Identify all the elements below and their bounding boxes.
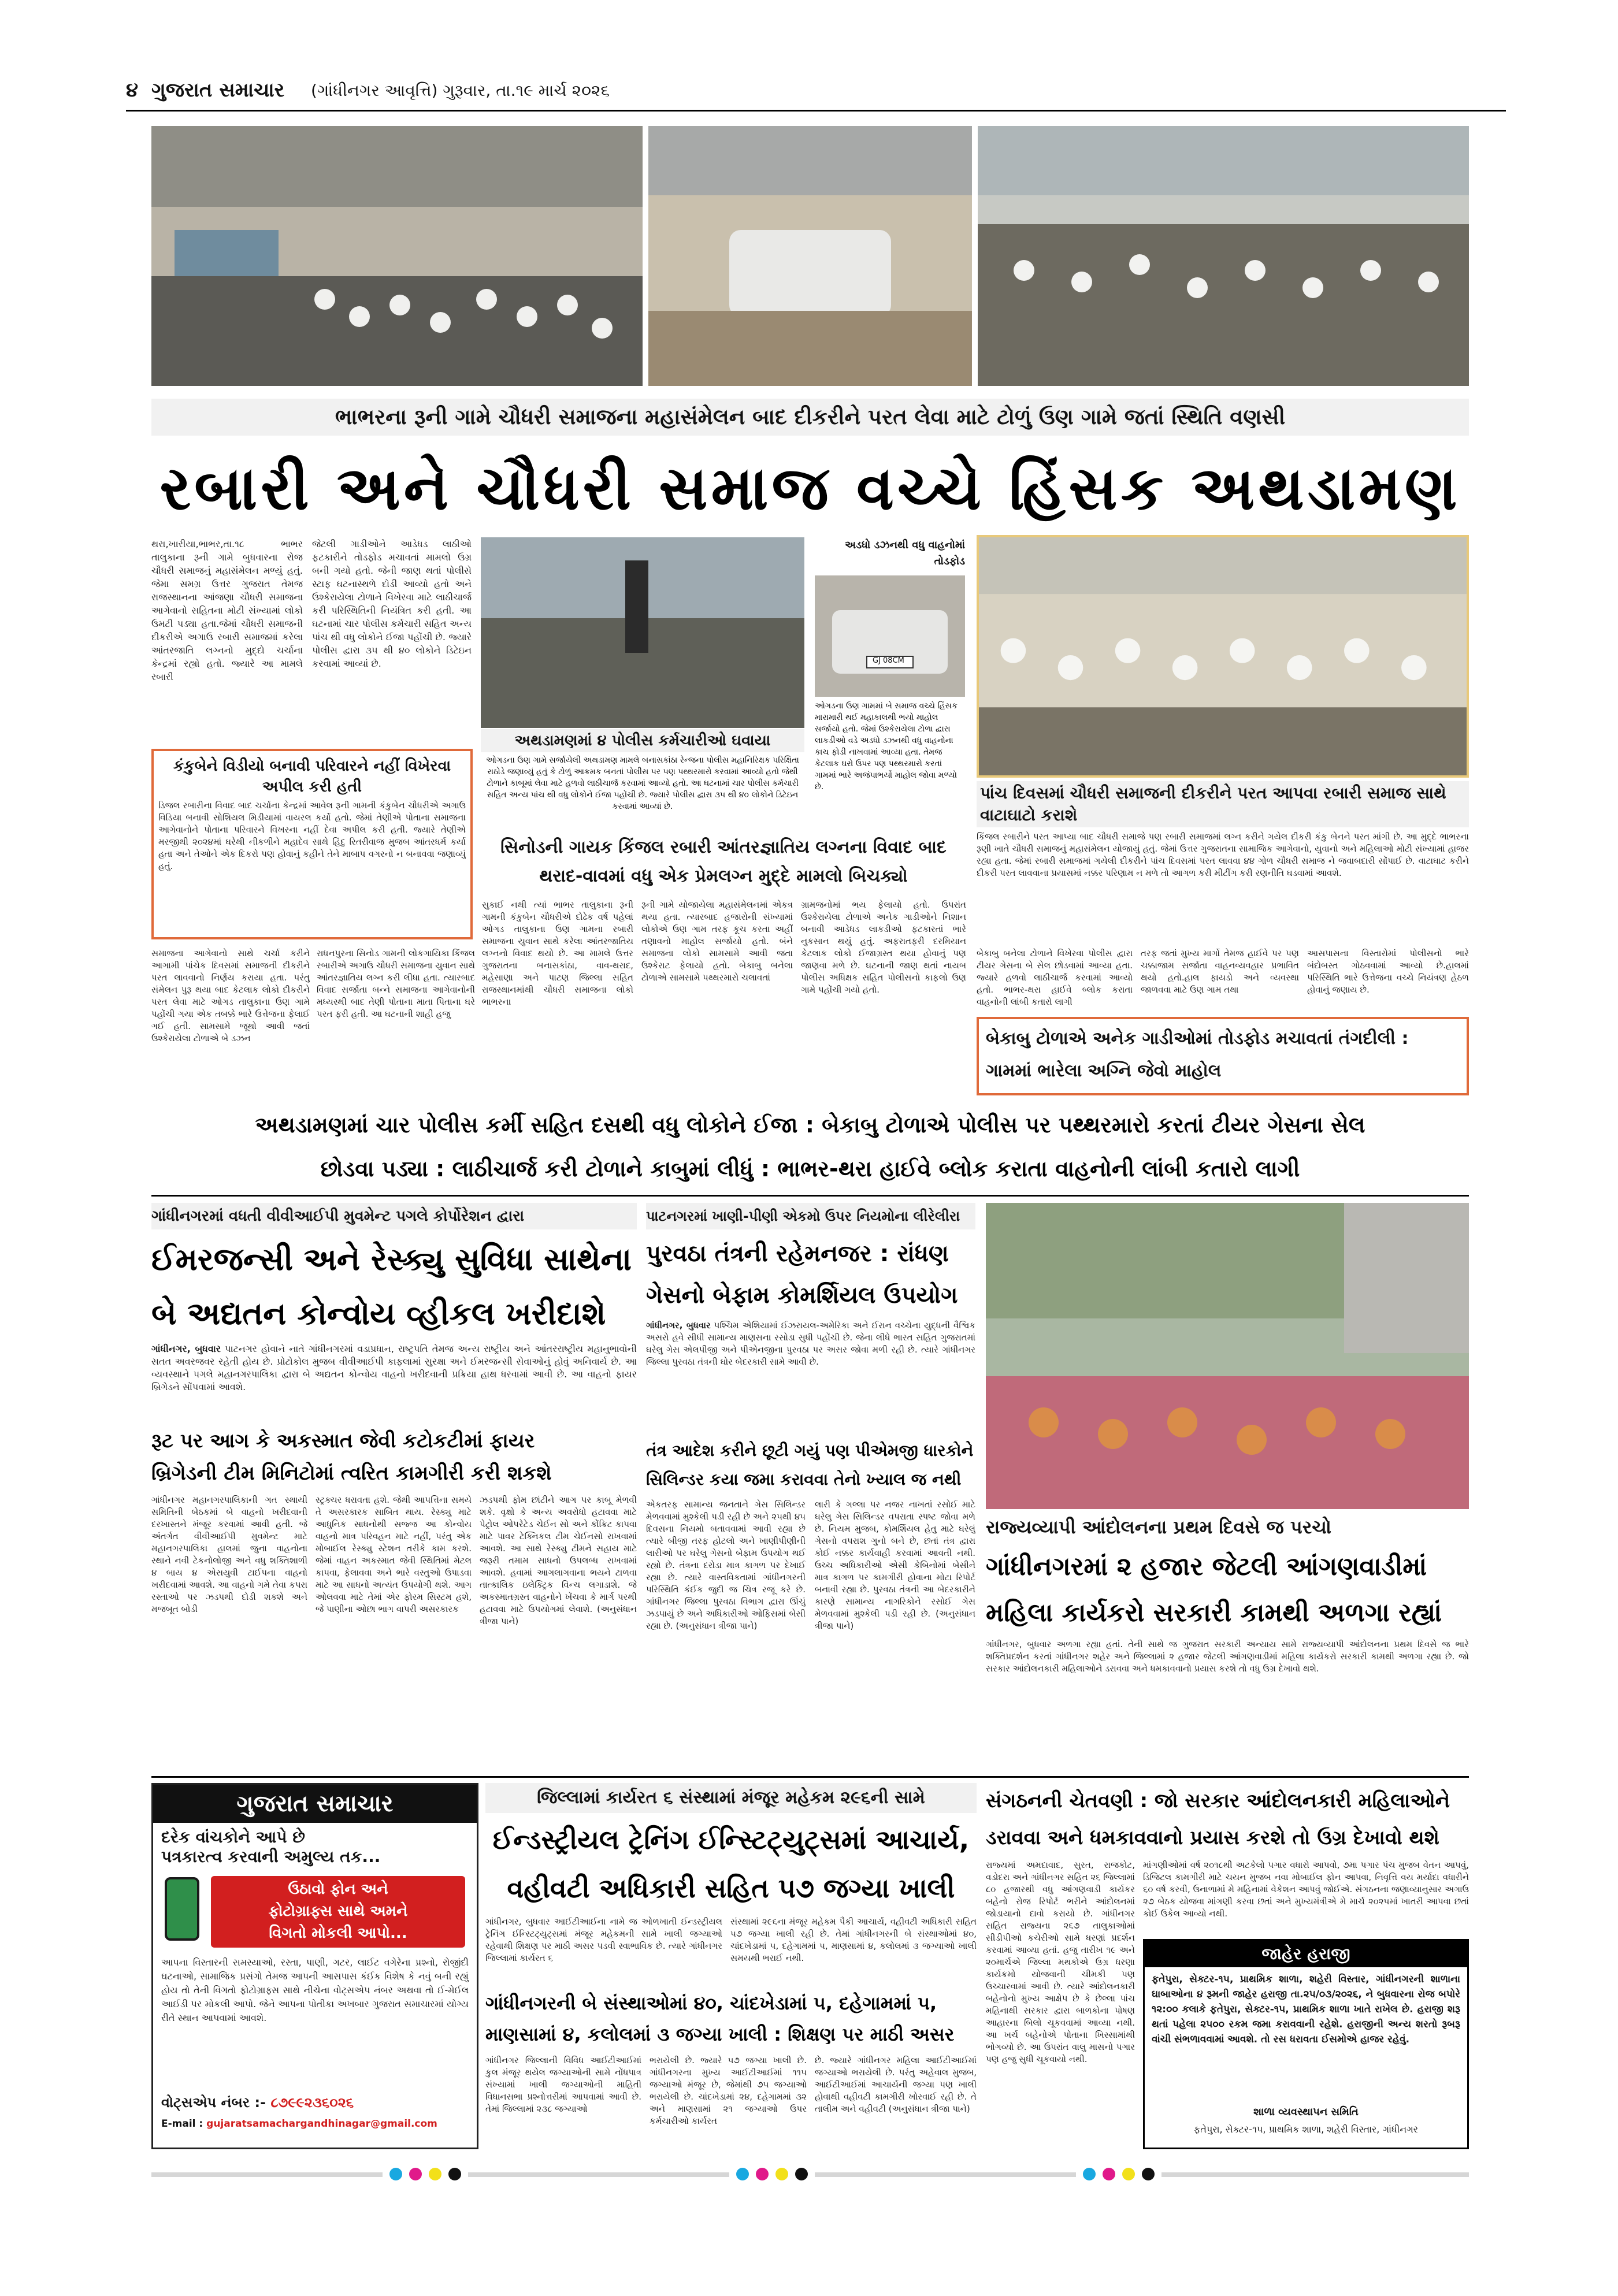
- convoy-kicker: ગાંધીનગરમાં વધતી વીવીઆઈપી મુવમેન્ટ પગલે કોર્પોરેશન દ્વારા: [151, 1203, 637, 1229]
- gas-body-2: લારી કે ગલ્લા પર નજર નાખતાં રસોઈ માટે ઘરેલુ ગેસ સિલિન્ડર વપરાતા સ્પષ્ટ જોવા મળે છે. નિયમ મુજબ, કોમર્શિયલ હેતુ માટે ઘરેલું ગેસનો વપરાશ ગુનો બને છે, છતાં તંત્ર દ્વારા કોઈ નક્કર કાર્યવાહી કરવામાં આવતી નથી. ઉચ્ચ અધિકારીઓ એસી કેબિનોમાં બેસીને માત્ર કાગળ પર કામગીરી હોવાના મોટા રિપોર્ટ બનાવી રહ્યા છે. પુરવઠા તંત્રની આ બેદરકારીને કારણે સામાન્ય નાગરિકોને રસોઈ ગેસ મેળવવામાં મુશ્કેલી પડી રહી છે. (અનુસંધાન ત્રીજા પાને): [815, 1499, 975, 1631]
- anganwadi-sub-1: સંગઠનની ચેતવણી : જો સરકાર આંદોલનકારી મહિલાઓને: [986, 1789, 1450, 1812]
- lead-lower-col-8: આસપાસના વિસ્તારોમાં પોલીસનો ભારે બંદોબસ્ત ગોઠવવામાં આવ્યો છે.હાલમાં પરિસ્થિતિ ભારે ઉત્તેજના વચ્ચે નિયંત્રણ હેઠળ હોવાનું જણાય છે.: [1307, 948, 1469, 995]
- box-vandalism-title: બેકાબુ ટોળાએ અનેક ગાડીઓમાં તોડફોડ મચાવતાં તંગદીલી : ગામમાં ભારેલા અગ્નિ જેવો માહોલ: [986, 1028, 1409, 1081]
- header-rule: [126, 110, 1506, 112]
- color-dots-1: [383, 2168, 468, 2183]
- box-five-days-text: કિંજલ રબારીને પરત આપ્યા બાદ ચૌધરી સમાજે પણ રબારી સમાજમાં લગ્ન કરીને ગયેલ દીકરી કંકુ બેનને પરત માંગી છે. આ મુદ્દે ભાભરના રૂણી ખાતે ચૌધરી સમાજનું મહાસંમેલન યોજાયું હતું. જેમાં ઉત્તર ગુજરાતના સામાજિક આગેવાનો, યુવાનો અને મહિલાઓ મોટી સંખ્યામાં હાજર રહ્યા હતા. જેમાં રબારી સમાજમાં ગયેલી દીકરીને પાંચ દિવસમાં પરત લાવવા ૪૪ ગોળ ચૌધરી સમાજ ને જવાબદારી સોંપાઈ છે. વાટાઘાટ કરીને દીકરી પરત લાવવાના પ્રયાસમાં નક્કર પરિણામ ન મળે તો આગળ કરી મીટીંગ કરી રણનીતિ ઘડવામાં આવશે.: [977, 831, 1469, 878]
- convoy-dateline: ગાંધીનગર, બુધવાર: [151, 1343, 221, 1354]
- gas-dateline: ગાંધીનગર, બુધવાર: [646, 1320, 711, 1331]
- gas-intro-text: પશ્ચિમ એશિયામાં ઈઝરાયલ-અમેરિકા અને ઈરાન વચ્ચેના યુદ્ધની વૈશ્વિક અસરો હવે સીધી સામાન્ય માણસના રસોડા સુધી પહોંચી છે. જેના લીધે ભારત સહિત ગુજરાતમાં ઘરેલુ ગેસ એલપીજી અને પીએનજીના પુરવઠા પર અસર જોવા મળી રહી છે. ત્યારે ગાંધીનગર જિલ્લા પુરવઠા તંત્રની ઘોર બેદરકારી સામે આવી છે.: [646, 1320, 975, 1367]
- section-rule-2: [151, 1776, 1469, 1778]
- iti-kicker: જિલ્લામાં કાર્યરત ૬ સંસ્થામાં મંજૂર મહેકમ ૨૯૬ની સામે: [485, 1783, 977, 1813]
- public-notice: [1143, 1939, 1469, 2149]
- email-label: E-mail :: [161, 2118, 203, 2130]
- box-kankuben-title: કંકુબેને વિડીયો બનાવી પરિવારને નહીં વિખેરવા અપીલ કરી હતી: [173, 757, 451, 796]
- ad-whatsapp: [153, 2091, 477, 2114]
- lead-lower-col-1: સમાજના આગેવાનો સાથે ચર્ચા કરીને આગામી પાંચેક દિવસમાં સમાજની દીકરીને પરત લાવવાનો નિર્ણય કરાયા હતા. પરંતુ સંમેલન પુરૂ થયા બાદ કેટલાક લોકો દીકરીને પરત લેવા માટે ઓગડ તાલુકાના ઉણ ગામે પહોંચી ગયા એક તબક્કે ભારે ઉત્તેજના ફેલાઈ ગઈ હતી. સામસામે જૂથો આવી જતાં ઉશ્કેરાયેલા ટોળાએ બે ડઝન: [151, 948, 310, 1043]
- iti-headline-2: વહીવટી અધિકારી સહિત ૫૭ જગ્યા ખાલી: [507, 1873, 955, 1904]
- gas-sub-1: તંત્ર આદેશ કરીને છૂટી ગયું પણ પીએમજી ધારકોને: [646, 1441, 974, 1460]
- ad-brand: ગુજરાત સમાચાર: [153, 1785, 477, 1823]
- edition-date: (ગાંધીનગર આવૃત્તિ) ગુરૂવાર, તા.૧૯ માર્ચ ૨૦૨૬: [311, 81, 610, 100]
- ad-cta-3: વિગતો મોકલી આપો...: [269, 1925, 407, 1942]
- lead-bottom-headline-2: છોડવા પડ્યા : લાઠીચાર્જ કરી ટોળાને કાબુમાં લીધું : ભાભર-થરા હાઈવે બ્લોક કરાતા વાહનોની લાંબી કતારો લાગી: [320, 1156, 1300, 1182]
- email-address: gujaratsamachargandhinagar@gmail.com: [206, 2118, 437, 2130]
- ad-cta-box: [211, 1876, 465, 1948]
- page-header: [126, 79, 1506, 107]
- anganwadi-sub-2: ડરાવવા અને ધમકાવવાનો પ્રયાસ કરશે તો ઉગ્ર દેખાવો થશે: [986, 1826, 1439, 1849]
- gas-sub-2: સિલિન્ડર કયા જમા કરાવવા તેનો ખ્યાલ જ નથી: [646, 1470, 962, 1489]
- box-five-days-title: પાંચ દિવસમાં ચૌધરી સમાજની દીકરીને પરત આપવા રબારી સમાજ સાથે વાટાઘાટો કરાશે: [977, 781, 1469, 827]
- car-plate: GJ 08CM: [873, 656, 904, 665]
- lead-column-1: થરા,ખારીયા,ભાભર,તા.૧૮ ભાભર તાલુકાના રૂની ગામે બુધવારના રોજ ચૌધરી સમાજનું મહાસંમેલન મળ્યું હતું. જેમા સમગ્ર ઉત્તર ગુજરાત તેમજ રાજસ્થાનના આંજણા ચૌધરી સમાજના આગેવાનો સહિતના મોટી સંખ્યામાં લોકો ઉમટી પડ્યા હતા.જેમાં ચૌધરી સમાજની દીકરીએ અગાઉ રબારી સમાજમાં કરેલા આંતરજાતિ લગ્નનો મુદ્દો ચર્ચાના કેન્દ્રમાં રહ્યો હતો. જ્યારે આ મામલે રબારી: [151, 538, 303, 682]
- ad-line-2: પત્રકારત્વ કરવાની અમુલ્ય તક...: [161, 1847, 381, 1866]
- anganwadi-photo: [986, 1203, 1469, 1509]
- lead-photo-police-caption: ઓગડના ઉણ ગામે સર્જાયેલી અથડામણ મામલે બનાસકાંઠા રેન્જના પોલીસ મહાનિરિક્ષક પરિક્ષિતા રાઠોડે જણાવ્યું હતું કે ટોળું આક્રમક બનતાં પોલીસ પર પણ પથ્થરમારો કરવામાં આવ્યો હતો જેથી ટોળાને કાબૂમાં લેવા માટે હળવો લાઠીચાર્જ કરવામાં આવ્યો હતો. આ ઘટનામાં ચાર પોલીસ કર્મચારી સહિત અન્ય પાંચ થી વધુ લોકોને ઈજા પહોંચી છે. જ્યારે પોલીસ દ્વારા ૩૫ થી ૪૦ લોકોને ડિટેઇન કરવામાં આવ્યાં છે.: [486, 756, 799, 811]
- color-dots-3: [1076, 2168, 1161, 2183]
- gas-kicker: પાટનગરમાં ખાણી-પીણી એકમો ઉપર નિયમોના લીરેલીરા: [646, 1203, 975, 1229]
- lead-photo-police-caption-title: અથડામણમાં ૪ પોલીસ કર્મચારીઓ ઘવાયા: [481, 729, 804, 752]
- box-kankuben-appeal: [151, 749, 473, 939]
- ad-cta-2: ફોટોગ્રાફ્સ સાથે અમને: [268, 1903, 408, 1920]
- anganwadi-kicker: રાજ્યવ્યાપી આંદોલનના પ્રથમ દિવસે જ પરચો: [986, 1516, 1331, 1538]
- gas-headline-2: ગેસનો બેફામ કોમર્શિયલ ઉપયોગ: [646, 1282, 958, 1309]
- whatsapp-number: ૮૭૯૯૨૩૬૦૨૬: [270, 2094, 354, 2111]
- lead-photo-crowd-2: [978, 126, 1469, 386]
- convoy-headline-1: ઈમરજન્સી અને રેસ્ક્યુ સુવિધા સાથેના: [151, 1241, 632, 1277]
- car-caption: ઓગડના ઉણ ગામમાં બે સમાજ વચ્ચે હિંસક મારામારી થઈ મહાકાલથી ભયો માહોલ સર્જાયો હતો. જેમાં ઉશ્કેરાયેલા ટોળા દ્વારા લાકડીઓ વડે અડધો ડઝનથી વધુ વાહનોના કાચ ફોડી નાખવામાં આવ્યા હતા. તેમજ કેટલાક ઘરો ઉપર પણ પથ્થરમારો કરતાં ગામમાં ભારે અજંપાભર્યો માહોલ જોવા મળ્યો છે.: [815, 701, 958, 792]
- masthead-brand: ગુજરાત સમાચાર: [151, 79, 285, 102]
- lead-bottom-headline-1: અથડામણમાં ચાર પોલીસ કર્મી સહિત દસથી વધુ લોકોને ઈજા : બેકાબુ ટોળાએ પોલીસ પર પથ્થરમારો કરતાં ટીયર ગેસના સેલ: [255, 1112, 1365, 1138]
- iti-sub-1: ગાંધીનગરની બે સંસ્થાઓમાં ૪૦, ચાંદખેડામાં ૫, દહેગામમાં ૫,: [485, 1992, 937, 2014]
- lead-headline: રબારી અને ચૌધરી સમાજ વચ્ચે હિંસક અથડામણ: [159, 453, 1461, 523]
- color-dots-2: [729, 2168, 815, 2183]
- lead-photo-mahasammelan: [977, 535, 1469, 778]
- anganwadi-headline-2: મહિલા કાર્યકરો સરકારી કામથી અળગા રહ્યાં: [986, 1598, 1442, 1628]
- iti-sub-2: માણસામાં ૪, કલોલમાં ૩ જગ્યા ખાલી : શિક્ષણ પર માઠી અસર: [485, 2023, 955, 2045]
- phone-icon: [165, 1877, 199, 1941]
- reader-journalism-ad: [151, 1783, 478, 2149]
- ad-cta-1: ઉઠાવો ફોન અને: [288, 1881, 388, 1898]
- convoy-body-2: સ્ટ્રક્ચર ધરાવતા હશે. જેથી આપત્તિના સમયે તે અસરકારક સાબિત થાય. રેસ્ક્યુ માટે આધુનિક સાધનોથી સજ્જ આ કોન્વોય વાહનો માત્ર પરિવહન માટે નહીં, પરંતુ એક મોબાઈલ રેસ્ક્યુ સ્ટેશન તરીકે કામ કરશે. જેમાં વાહન અકસ્માત જેવી સ્થિતિમાં મેટલ કાપવા, ફેલાવવા અને ભારે વસ્તુઓ ઉપાડવા માટે આ સાધનો અત્યંત ઉપયોગી થશે. આગ ઓલવવા માટે તેમાં એર ફોરમ સિસ્ટમ હશે, જે પાણીના ઓછા ભાગ વાપરી અસરકારક: [316, 1495, 472, 1614]
- section-rule-1: [151, 1195, 1469, 1197]
- notice-body: ફતેપુરા, સેક્ટર-૧૫, પ્રાથમિક શાળા, શહેરી વિસ્તાર, ગાંધીનગરની શાળાના ઘાબાઓના ૪ રૂમની જાહેર હરાજી તા.૨૫/૦૩/૨૦૨૬, ને બુધવારના રોજ બપોરે ૧૨:૦૦ કલાકે ફતેપુરા, સેક્ટર-૧૫, પ્રાથમિક શાળા ખાતે રાખેલ છે. હરાજી શરૂ થતાં પહેલા ૨૫૦૦ રકમ જમા કરાવવાની રહેશે. હરાજીની અન્ય શરતો રૂબરૂ વાંચી સંભળાવવામાં આવશે. તો રસ ધરાવતા ઈસમોએ હાજર રહેવું.: [1152, 1974, 1460, 2045]
- convoy-headline-2: બે અદ્યતન કોન્વોય વ્હીકલ ખરીદાશે: [151, 1295, 606, 1332]
- box-vandalism: [977, 1017, 1469, 1095]
- convoy-sub-1: રૂટ પર આગ કે અકસ્માત જેવી કટોકટીમાં ફાયર: [151, 1429, 535, 1452]
- iti-intro-2: સંસ્થામાં ૨૯૬ના મંજૂર મહેકમ પૈકી આચાર્ય, વહીવટી અધિકારી સહિત ૫૭ જગ્યા ખાલી રહી છે. તેમાં ગાંધીનગરની બે સંસ્થાઓમાં ૪૦, ચાંદખેડામાં ૫, દહેગામમાં ૫, માણસામાં ૪, કલોલમાં ૩ જગ્યાઓ ખાલી સમયથી ભરાઈ નથી.: [730, 1916, 977, 1963]
- anganwadi-headline-1: ગાંધીનગરમાં ૨ હજાર જેટલી આંગણવાડીમાં: [986, 1552, 1427, 1581]
- notice-address: ફતેપુરા, સેક્ટર-૧૫, પ્રાથમિક શાળા, શહેરી વિસ્તાર, ગાંધીનગર: [1193, 2124, 1419, 2135]
- lead-photo-car: [815, 575, 965, 697]
- page-number: ૪: [126, 79, 139, 102]
- anganwadi-body: ગાંધીનગર, બુધવાર અળગા રહ્યા હતાં. તેની સાથે જ ગુજરાત સરકારી અન્યાય સામે રાજ્યવ્યાપી આંદોલનના પ્રથમ દિવસે જ ભારે શક્તિપ્રદર્શન કરતાં ગાંધીનગર શહેર અને જિલ્લામાં ૨ હજાર જેટલી આંગણવાડીમાં મહિલા કાર્યકરો સરકારી કામથી અળગા રહ્યા છે. જો સરકાર આંદોલનકારી મહિલાઓને ડરાવવા અને ધમકાવવાનો પ્રયાસ કરશે તો વધુ ઉગ્ર દેખાવો થશે.: [986, 1639, 1469, 1674]
- registration-marks: [151, 2163, 1469, 2186]
- lead-kicker: ભાભરના રૂની ગામે ચૌધરી સમાજના મહાસંમેલન બાદ દીકરીને પરત લેવા માટે ટોળું ઉણ ગામે જતાં સ્થિતિ વણસી: [151, 399, 1469, 436]
- convoy-body-1: ગાંધીનગર મહાનગરપાલિકાની ગત સ્થાયી સમિતિની બેઠકમાં બે વાહનો ખરીદવાની દરખાસ્તને મંજૂર કરવામાં આવી હતી. જે અંતર્ગત વીવીઆઈપી મુવમેન્ટ માટે મહાનગરપાલિકા હાલમાં જુના વાહનોના સ્થાને નવી ટેકનોલોજી અને વધુ શક્તિશાળી ૪ બાય ૪ એસયુવી ટાઈપના વાહનો ખરીદવામાં આવશે. આ વાહનો ગમે તેવા કપરા રસ્તાઓ પર ઝડપથી દોડી શકશે અને મજબૂત બોડી: [151, 1495, 307, 1614]
- iti-headline-1: ઈન્ડસ્ટ્રીયલ ટ્રેનિંગ ઈન્સ્ટિટ્યુટ્સમાં આચાર્ય,: [492, 1824, 970, 1855]
- ad-body: આપના વિસ્તારની સમસ્યાઓ, રસ્તા, પાણી, ગટર, લાઈટ વગેરેના પ્રશ્નો, રોજીંદી ઘટનાઓ, સામાજિક પ્રસંગો તેમજ આપની આસપાસ કંઈક વિશેષ કે નવું બની રહ્યું હોય તો તેની વિગતો ફોટોગ્રાફ્સ સાથે નીચેના વોટ્સએપ નંબર અથવા તો ઈ-મેઈલ આઈડી પર મોકલી આપો. જેને આપના પોતીકા અખબાર ગુજરાત સમાચારમાં યોગ્ય રીતે સ્થાન આપવામાં આવશે.: [161, 1957, 469, 2023]
- whatsapp-label: વોટ્સએપ નંબર :-: [161, 2094, 266, 2111]
- iti-col-1: ગાંધીનગર જિલ્લાની વિવિધ આઈટીઆઈમાં કુલ મંજૂર થયેલ જગ્યાઓની સામે નોંધપાત્ર સંખ્યામાં ખાલી જગ્યાઓની માહિતી વિધાનસભા પ્રશ્નોત્તરીમાં આપવામાં આવી છે. તેમાં જિલ્લામાં ૨૩૮ જગ્યાઓ: [485, 2055, 641, 2114]
- car-kicker: અડધો ડઝનથી વધુ વાહનોમાં તોડફોડ: [845, 539, 965, 567]
- gas-headline-1: પુરવઠા તંત્રની રહેમનજર : રાંધણ: [646, 1240, 949, 1267]
- box-five-days: [977, 781, 1469, 941]
- ad-line-1: દરેક વાંચકોને આપે છે: [161, 1827, 305, 1847]
- iti-intro-1: ગાંધીનગર, બુધવાર આઈટીઆઈના નામે જ ઓળખાતી ઈન્ડસ્ટ્રીયલ ટ્રેનિંગ ઈન્સ્ટિટ્યુટ્સમાં મંજૂર મહેકમની સામે ખાલી જગ્યાઓ રહેવાથી શિક્ષણ પર માઠી અસર પડવી સ્વાભાવિક છે. ત્યારે ગાંધીનગર જિલ્લામાં કાર્યરત ૬: [485, 1916, 722, 1963]
- lead-lower-col-6: બેકાબુ બનેલા ટોળાને વિખેરવા પોલીસ દ્વારા ટીયર ગેસના બે સેલ છોડવામાં આવ્યા હતા. જ્યારે હળવો લાઠીચાર્જ કરવામાં આવ્યો હતો. ભાભર-થરા હાઈવે બ્લોક કરાતા વાહનોની લાંબી કતારો લાગી: [977, 948, 1133, 1007]
- lead-lower-col-5: ગ્રામજનોમાં ભય ફેલાયો હતો. ઉપરાંત ઉશ્કેરાયેલા ટોળાએ અનેક ગાડીઓને નિશાન બનાવી આડેધડ લાકડીઓ ફટકારતાં ભારે નુકસાન થયું હતું. અફરાતફરી દરમિયાન કેટલાક લોકો ઈજાગ્રસ્ત થયા હોવાનું પણ જાણવા મળે છે. ઘટનાની જાણ થતાં નાયબ પોલીસ અધિક્ષક સહિત પોલીસનો કાફલો ઉણ ગામે પહોંચી ગયો હતો.: [801, 900, 966, 995]
- anganwadi-col-1: રાજ્યમાં અમદાવાદ, સુરત, રાજકોટ, વડોદરા અને ગાંધીનગર સહિત ૨૬ જિલ્લામાં ૮૦ હજારથી વધુ આંગણવાડી કાર્યકર બહેનો રોજ રિપોર્ટ ભરીને આંદોલનમાં જોડાયાનો દાવો કરાયો છે. ગાંધીનગર સહિત રાજ્યના ૨૬૭ તાલુકાઓમાં સીડીપીઓ કચેરીઓ સામે ધરણાં પ્રદર્શન કરવામાં આવ્યા હતાં. હજુ તારીખ ૧૯ અને ૨૦માર્ચએ જિલ્લા મથકોએ ઉગ્ર ધરણા કાર્યક્રમો યોજવાની ચીમકી પણ ઉચ્ચારવામાં આવી છે. ત્યારે આંદોલનકારી બહેનોનો મુખ્ય આક્ષેપ છે કે છેલ્લા પાંચ મહિનાથી સરકાર દ્વારા બાળકોના પોષણ આહારના બિલો ચૂકવવામાં આવ્યા નથી. આ ખર્ચ બહેનોએ પોતાના ખિસ્સામાંથી ભોગવ્યો છે. આ ઉપરાંત વાલુ માસનો પગાર પણ હજુ સુધી ચૂકવાયો નથી.: [986, 1860, 1135, 2064]
- convoy-intro-text: પાટનગર હોવાને નાતે ગાંધીનગરમાં વડાપ્રધાન, રાષ્ટ્રપતિ તેમજ અન્ય રાષ્ટ્રીય અને આંતરરાષ્ટ્રીય મહાનુભાવોની સતત અવરજવર રહેતી હોય છે. પ્રોટોકોલ મુજબ વીવીઆઈપી કાફલામાં સુરક્ષા અને ઈમરજન્સી સેવાઓનું હોવું અનિવાર્ય છે. આ વ્યવસ્થાને પગલે મહાનગરપાલિકા દ્વારા બે અદ્યતન કોન્વોય વાહનો ખરીદવાની પ્રક્રિયા હાથ ધરવામાં આવી છે. આ વાહનો ફાયર બ્રિગેડને સોંપવામાં આવશે.: [151, 1343, 637, 1392]
- iti-col-3: છે. જ્યારે ગાંધીનગર મહિલા આઈટીઆઈમાં જગ્યાઓ ભરાયેલી છે. પરંતુ અહેવાલ મુજબ, આઈટીઆઈમાં આચાર્યની જગ્યા પણ ખાલી હોવાથી વહીવટી કામગીરી ખોરવાઈ રહી છે. તે તાલીમ અને વહીવટી (અનુસંધાન ત્રીજા પાને): [815, 2055, 977, 2114]
- ad-email: [153, 2114, 477, 2134]
- lead-sub-headline: સિનોડની ગાયક કિંજલ રબારી આંતરજ્ઞાતિય લગ્નના વિવાદ બાદ થરાદ-વાવમાં વધુ એક પ્રેમલગ્ન મુદ્દે મામલો બિચક્યો: [500, 837, 947, 886]
- gas-intro: [646, 1320, 975, 1433]
- convoy-sub-2: બ્રિગેડની ટીમ મિનિટોમાં ત્વરિત કામગીરી કરી શકશે: [151, 1462, 552, 1485]
- anganwadi-col-2: માંગણીઓમાં વર્ષ ૨૦૧૮થી અટકેલો પગાર વધારો આપવો, ૭મા પગાર પંચ મુજબ વેતન આપવું, ડિજિટલ કામગીરી માટે ચયન મુજબ નવા મોબાઈલ ફોન આપવા, નિવૃત્તિ વય મર્યાદા વધારીને ૬૦ વર્ષ કરવી, ઉનાળામાં મે મહિનામાં વેકેશન આપવું જોઈએ. સંગઠનના જણાવ્યાનુસાર અગાઉ ૨૭ બેઠક યોજવા માંગણી કરવા છતાં અને મુખ્યમંત્રીએ મે માર્ચ ૨૦૨૫માં ખાતરી આપવા છતાં કોઈ ઉકેલ આવ્યો નથી.: [1143, 1860, 1469, 1919]
- lead-lower-col-2: રાધનપુરના સિનોડ ગામની લોકગાયિકા કિંજલ રબારીએ અગાઉ ચૌધરી સમાજના યુવાન સાથે આંતરજ્ઞાતિય લગ્ન કરી લીધા હતા. ત્યારબાદ વિવાદ સર્જાતા બન્ને સમાજના આગેવાનોની મધ્યસ્થી બાદ તેણી પોતાના માતા પિતાના ઘરે પરત ફરી હતી. આ ઘટનાની શાહી હજુ: [317, 948, 475, 1019]
- gas-body-1: એકતરફ સામાન્ય જનતાને ગેસ સિલિન્ડર મેળવવામાં મુશ્કેલી પડી રહી છે અને ૨૫થી ૪૫ દિવસના નિયમો બતાવવામાં આવી રહ્યા છે ત્યારે બીજી તરફ હોટલો અને ખાણીપીણીની લારીઓ પર ઘરેલુ ગેસનો બેફામ ઉપયોગ થઈ રહ્યો છે. તંત્રના દરોડા માત્ર કાગળ પર દેખાઈ રહ્યા છે. ત્યારે વાસ્તવિકતામાં ગાંધીનગરની પરિસ્થિતિ કંઈક જુદી જ ચિત્ર રજૂ કરે છે. ગાંધીનગર જિલ્લા પુરવઠા વિભાગ દ્વારા ઊંચું ઝડપાયું છે અને અધિકારીઓ ઓફિસમાં બેસી રહ્યા છે. (અનુસંધાન ત્રીજા પાને): [646, 1499, 806, 1631]
- convoy-body-3: ઝડપથી ફોમ છાંટીને આગ પર કાબૂ મેળવી શકે. વૃક્ષો કે અન્ય અવરોધો હટાવવા માટે પેટ્રોલ ઓપરેટેડ ચેઈન સો અને કોંક્રિટ કાપવા માટે પાવર ટેક્નિકલ ટીમ ચેઈનસો રાખવામાં આવશે. આ સાથે રેસ્ક્યુ ટીમને સહાય માટે જરૂરી તમામ સાધનો ઉપલબ્ધ રાખવામાં આવશે. હવામાં આગલાગવાના ભયને ટાળવા તાત્કાલિક ઇલેક્ટ્રિક વિન્ચ લગાડાશે. જે અકસ્માતગ્રસ્ત વાહનોને ખેંચવા કે માર્ગ પરથી હટાવવા માટે ઉપયોગમાં લેવાશે. (અનુસંધાન ત્રીજા પાને): [480, 1495, 637, 1626]
- notice-signatory: શાળા વ્યવસ્થાપન સમિતિ: [1253, 2106, 1359, 2118]
- notice-title: જાહેર હરાજી: [1145, 1941, 1467, 1967]
- box-kankuben-text: ડિજલ રબારીના વિવાદ બાદ ચર્ચાના કેન્દ્રમાં આવેલ રૂની ગામની કંકુબેન ચૌધરીએ અગાઉ વિડિયા બનાવી સોશિયલ મિડીયામાં વાયરલ કર્યો હતો. જેમાં તેણીએ પોતાના સમાજના આગેવાનોને પોતાના પરિવારને વિખરના નહીં દેવા અપીલ કરી હતી. જ્યારે તેણીએ મરજીથી ૨૦૨૪માં ઘરેથી નીકળીને મહાદેવ સાથે હિંદુ રિતરીવાજ મુજબ આંતરધર્મ કર્યા હતા અને તેઓને એક દિકરો પણ હોવાનું કહીને તેને માબાપ વગરનો ન બનાવવા જણાવ્યું હતું.: [158, 800, 466, 871]
- lead-lower-col-4: રૂની ગામે યોજાયેલા મહાસંમેલનમાં એકત્ર થયા હતા. ત્યારબાદ હજારોની સંખ્યામાં લોકોએ ઉણ ગામ તરફ કૂચ કરતા અહીં તણાવનો માહોલ સર્જાયો હતો. બંને સમાજના લોકો સામસામે આવી જતા ઉશ્કેરાટ ફેલાયો હતો. બેકાબુ બનેલા ટોળાએ સામસામે પથ્થરમારો ચલાવતાં: [641, 900, 793, 983]
- lead-photo-police: [481, 537, 804, 728]
- iti-col-2: ભરાયેલી છે. જ્યારે ૫૭ જગ્યા ખાલી છે. ગાંધીનગરના મુખ્ય આઈટીઆઈમાં ૧૧૫ જગ્યાઓ મંજૂર છે, જેમાંથી ૭૫ જગ્યાઓ ભરાયેલી છે. ચાંદખેડામાં ૨૪, દહેગામમાં ૩૨ અને માણસામાં ૨૧ જગ્યાઓ ઉપર કર્મચારીઓ કાર્યરત: [650, 2055, 807, 2126]
- lead-photo-crowd-1: [151, 126, 643, 386]
- lead-lower-col-3: સુકાઈ નથી ત્યાં ભાભર તાલુકાના રૂની ગામની કંકુબેન ચૌધરીએ દોઢેક વર્ષ પહેલાં ઓગડ તાલુકાના ઉણ ગામના રબારી સમાજના યુવાન સાથે કરેલા આંતરજાતિય લગ્નનો વિવાદ થયો છે. આ મામલે ઉત્તર ગુજરાતના બનાસકાંઠા, વાવ-થરાદ, મહેસાણા અને પાટણ જિલ્લા સહિત રાજસ્થાનમાંથી ચૌધરી સમાજના લોકો ભાભરના: [482, 900, 633, 1007]
- lead-lower-col-7: તરફ જતાં મુખ્ય માર્ગો તેમજ હાઈવે પર પણ ચક્કાજામ સર્જાતા વાહનવ્યવહાર પ્રભાવિત થયો હતો.હાલ ફાયડો અને વ્યવસ્થા જાળવવા માટે ઉણ ગામ તથા: [1141, 948, 1299, 995]
- convoy-intro: [151, 1343, 637, 1421]
- lead-photo-clash: [648, 126, 972, 386]
- lead-column-2: જેટલી ગાડીઓને આડેધડ લાઠીઓ ફટકારીને તોડફોડ મચાવતાં મામલો ઉગ્ર બની ગયો હતો. જેની જાણ થતાં પોલીસે સ્ટાફ ઘટનાસ્થળે દોડી આવ્યો હતો અને ઉશ્કેરાયેલા ટોળાને વિખેરવા માટે લાઠીચાર્જ કરી પરિસ્થિતિની નિયંત્રિત કરી હતી. આ ઘટનામાં ચાર પોલીસ કર્મચારી સહિત અન્ય પાંચ થી વધુ લોકોને ઈજા પહોંચી છે. જ્યારે પોલીસ દ્વારા ૩૫ થી ૪૦ લોકોને ડિટેઇન કરવામાં આવ્યાં છે.: [312, 538, 472, 669]
